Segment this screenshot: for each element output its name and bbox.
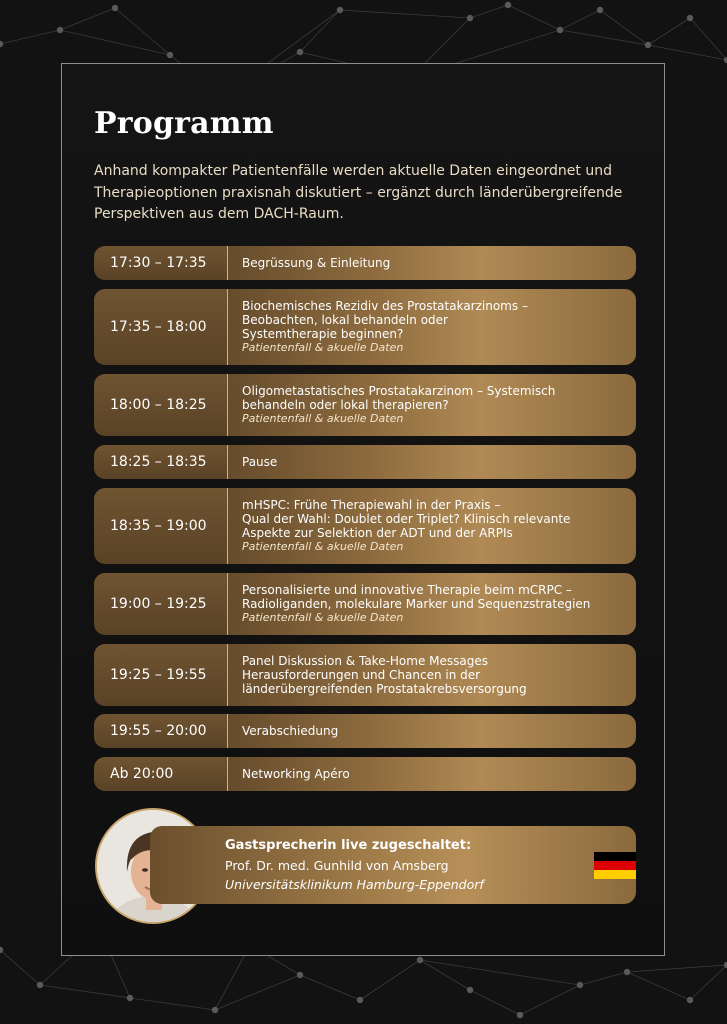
schedule-row (94, 374, 636, 436)
germany-flag-icon (594, 852, 636, 879)
schedule-subtitle: Patientenfall & akuelle Daten (242, 611, 404, 625)
schedule-time: Ab 20:00 (94, 757, 227, 791)
schedule-title-line: länderübergreifenden Prostatakrebsversorgung (242, 682, 527, 697)
schedule-time: 18:00 – 18:25 (94, 374, 227, 436)
schedule-content (227, 488, 636, 564)
guest-speaker-banner (150, 826, 636, 904)
schedule-title-line: Radioliganden, molekulare Marker und Sequenzstrategien (242, 597, 591, 611)
schedule-subtitle: Patientenfall & akuelle Daten (242, 341, 404, 355)
speaker-name: Prof. Dr. med. Gunhild von Amsberg (225, 858, 449, 873)
schedule-content (227, 445, 636, 479)
schedule-title-line: Systemtherapie beginnen? (242, 327, 404, 342)
schedule-title-line: Networking Apéro (242, 766, 350, 781)
schedule-title-line: Biochemisches Rezidiv des Prostatakarzinoms – (242, 298, 528, 313)
schedule-subtitle: Patientenfall & akuelle Daten (242, 540, 404, 554)
schedule-row (94, 644, 636, 706)
schedule-subtitle: Patientenfall & akuelle Daten (242, 412, 404, 426)
schedule-content (227, 644, 636, 706)
schedule-row (94, 757, 636, 791)
schedule-time: 17:35 – 18:00 (94, 289, 227, 365)
schedule-time: 19:25 – 19:55 (94, 644, 227, 706)
schedule-title-line: mHSPC: Frühe Therapiewahl in der Praxis – (242, 497, 501, 512)
page-title: Programm (94, 106, 274, 141)
schedule-time: 18:25 – 18:35 (94, 445, 227, 479)
schedule-title-line: behandeln oder lokal therapieren? (242, 398, 449, 412)
schedule-row (94, 445, 636, 479)
schedule-row (94, 714, 636, 748)
schedule-content (227, 714, 636, 748)
schedule-time: 17:30 – 17:35 (94, 246, 227, 280)
schedule-content (227, 573, 636, 635)
schedule-row (94, 488, 636, 564)
schedule-content (227, 757, 636, 791)
schedule-row (94, 289, 636, 365)
schedule-title-line: Beobachten, lokal behandeln oder (242, 312, 448, 327)
schedule-content (227, 374, 636, 436)
schedule-title-line: Verabschiedung (242, 723, 339, 738)
schedule-time: 18:35 – 19:00 (94, 488, 227, 564)
schedule-title-line: Panel Diskussion & Take-Home Messages (242, 653, 488, 668)
schedule-content (227, 246, 636, 280)
schedule-title-line: Personalisierte und innovative Therapie beim mCRPC – (242, 582, 572, 597)
schedule-time: 19:55 – 20:00 (94, 714, 227, 748)
intro-text: Anhand kompakter Patientenfälle werden aktuelle Daten eingeordnet und Therapieoptionen praxisnah diskutiert – ergänzt durch länderübergreifende Perspektiven aus dem DACH-Raum. (94, 163, 623, 222)
schedule-title-line: Aspekte zur Selektion der ADT und der ARPIs (242, 526, 513, 541)
schedule-title-line: Begrüssung & Einleitung (242, 255, 391, 270)
schedule-time: 19:00 – 19:25 (94, 573, 227, 635)
schedule-row (94, 246, 636, 280)
speaker-label: Gastsprecherin live zugeschaltet: (225, 838, 472, 853)
schedule-content (227, 289, 636, 365)
speaker-institution: Universitätsklinikum Hamburg-Eppendorf (225, 877, 484, 892)
schedule-title-line: Pause (242, 454, 278, 469)
schedule-title-line: Oligometastatisches Prostatakarzinom – Systemisch (242, 383, 556, 398)
schedule-title-line: Herausforderungen und Chancen in der (242, 667, 481, 682)
schedule-title-line: Qual der Wahl: Doublet oder Triplet? Klinisch relevante (242, 511, 571, 526)
schedule-row (94, 573, 636, 635)
